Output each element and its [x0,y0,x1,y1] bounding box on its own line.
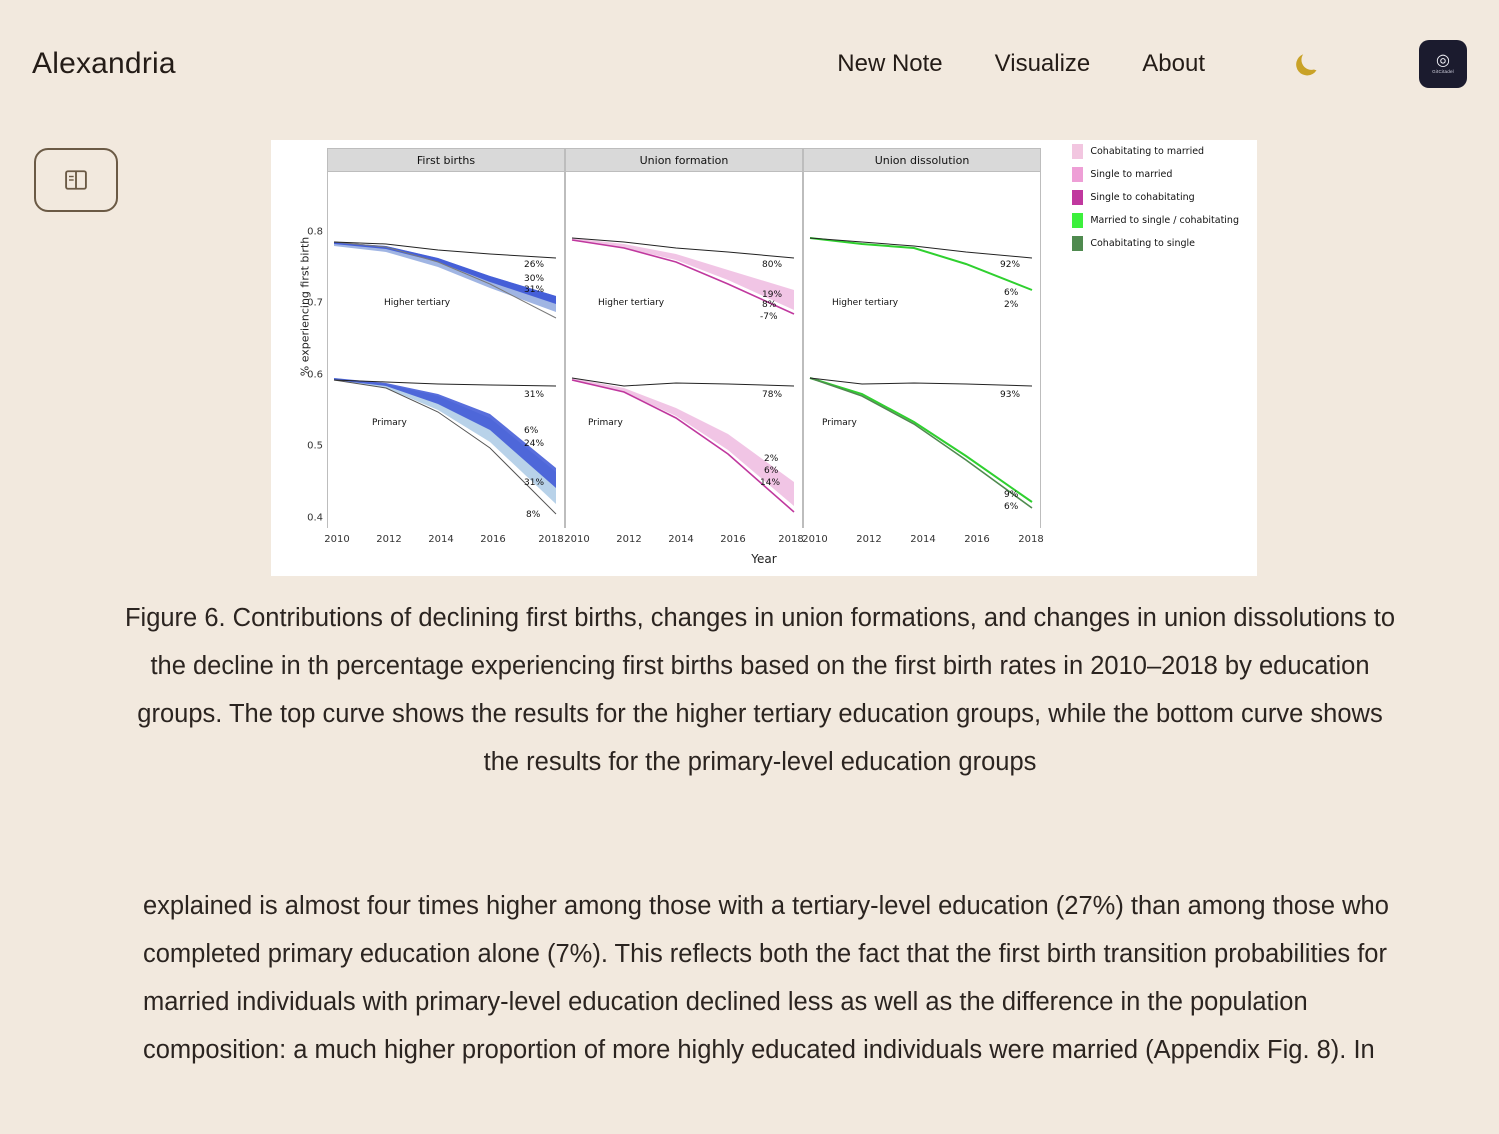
legend-swatch [1072,167,1083,182]
annotation: 8% [526,510,541,520]
nav-new-note[interactable]: New Note [837,50,943,77]
group-label-primary: Primary [588,418,623,428]
moon-icon[interactable] [1287,44,1327,84]
annotation: 14% [760,478,781,488]
annotation: 6% [524,426,539,436]
legend-label: Single to married [1090,169,1173,180]
annotation: 2% [1004,300,1019,310]
x-tick: 2014 [428,534,454,545]
x-tick: 2010 [324,534,350,545]
book-open-icon [62,166,90,194]
group-label-tertiary: Higher tertiary [832,298,899,308]
x-tick: 2016 [720,534,746,545]
figure-image [271,140,1257,576]
legend-swatch [1072,144,1083,159]
annotation: 6% [764,466,779,476]
reader-mode-button[interactable] [34,148,118,212]
group-label-primary: Primary [372,418,407,428]
avatar-glyph: ◎ [1436,52,1450,69]
annotation: 93% [1000,390,1021,400]
x-tick: 2016 [964,534,990,545]
chart-y-ticks [293,148,327,528]
figure-caption: Figure 6. Contributions of declining first births, changes in union formations, and changes in union dissolutions to the decline in th percentage experiencing first births based on the first birth rates in 2010–2018 by education groups. The top curve shows the results for the higher tertiary education groups, while the bottom curve shows the results for the primary-level education groups [124,604,1396,776]
legend-label: Cohabitating to single [1090,238,1195,249]
panel-title: Union dissolution [804,149,1040,172]
x-tick: 2012 [616,534,642,545]
panel-plot-area [328,172,564,530]
y-tick: 0.7 [307,297,323,309]
legend-item [1072,186,1239,209]
x-tick: 2018 [538,534,564,545]
panel-plot-area [566,172,802,530]
chart-legend [1072,140,1239,255]
chart-panel-first-births [327,148,565,528]
body-paragraph: explained is almost four times higher among those with a tertiary-level education (27%) than among those who completed primary education alone (7%). This reflects both the fact that the first birth transition probabilities for married individuals with primary-level education declined less as well as the difference in the population composition: a much higher proportion of more highly educated individuals were married (Appendix Fig. 8). In [143,892,1389,1064]
annotation: 78% [762,390,783,400]
panel-title: First births [328,149,564,172]
panel-title: Union formation [566,149,802,172]
y-tick: 0.5 [307,440,323,452]
chart-x-axis-label: Year [751,552,777,566]
annotation: 24% [524,439,545,449]
annotation: -7% [760,312,778,322]
legend-swatch [1072,213,1083,228]
annotation: 19% [762,290,783,300]
annotation: 2% [764,454,779,464]
legend-label: Single to cohabitating [1090,192,1195,203]
annotation: 8% [762,300,777,310]
y-tick: 0.8 [307,226,323,238]
chart-x-ticks-panel3 [802,534,1044,550]
chart-x-ticks-panel2 [565,534,803,550]
x-tick: 2010 [802,534,828,545]
annotation: 6% [1004,502,1019,512]
x-tick: 2014 [668,534,694,545]
legend-item [1072,209,1239,232]
avatar-tag: GitCitadel [1432,69,1454,74]
group-label-tertiary: Higher tertiary [384,298,451,308]
x-tick: 2012 [856,534,882,545]
group-label-primary: Primary [822,418,857,428]
legend-label: Cohabitating to married [1090,146,1205,157]
main-nav [837,40,1467,88]
panel-plot-area [804,172,1040,530]
legend-swatch [1072,190,1083,205]
legend-item [1072,140,1239,163]
x-tick: 2018 [1018,534,1044,545]
annotation: 26% [524,260,545,270]
legend-swatch [1072,236,1083,251]
x-tick: 2018 [778,534,804,545]
legend-item [1072,232,1239,255]
x-tick: 2010 [564,534,590,545]
group-label-tertiary: Higher tertiary [598,298,665,308]
x-tick: 2014 [910,534,936,545]
chart-x-ticks-panel1 [324,534,565,550]
legend-item [1072,163,1239,186]
annotation: 31% [524,285,545,295]
chart-y-axis-label: % experiencing first birth [298,236,312,377]
x-tick: 2016 [480,534,506,545]
annotation: 9% [1004,490,1019,500]
annotation: 31% [524,478,545,488]
annotation: 80% [762,260,783,270]
annotation: 31% [524,390,545,400]
nav-about[interactable]: About [1142,50,1205,77]
chart-panel-union-formation [565,148,803,528]
y-tick: 0.4 [307,512,323,524]
annotation: 30% [524,274,545,284]
x-tick: 2012 [376,534,402,545]
avatar[interactable] [1419,40,1467,88]
chart-panel-union-dissolution [803,148,1041,528]
y-tick: 0.6 [307,369,323,381]
page-title: Alexandria [32,47,176,80]
legend-label: Married to single / cohabitating [1090,215,1239,226]
nav-visualize[interactable]: Visualize [994,50,1091,77]
annotation: 6% [1004,288,1019,298]
annotation: 92% [1000,260,1021,270]
top-navigation-bar [0,0,1499,128]
